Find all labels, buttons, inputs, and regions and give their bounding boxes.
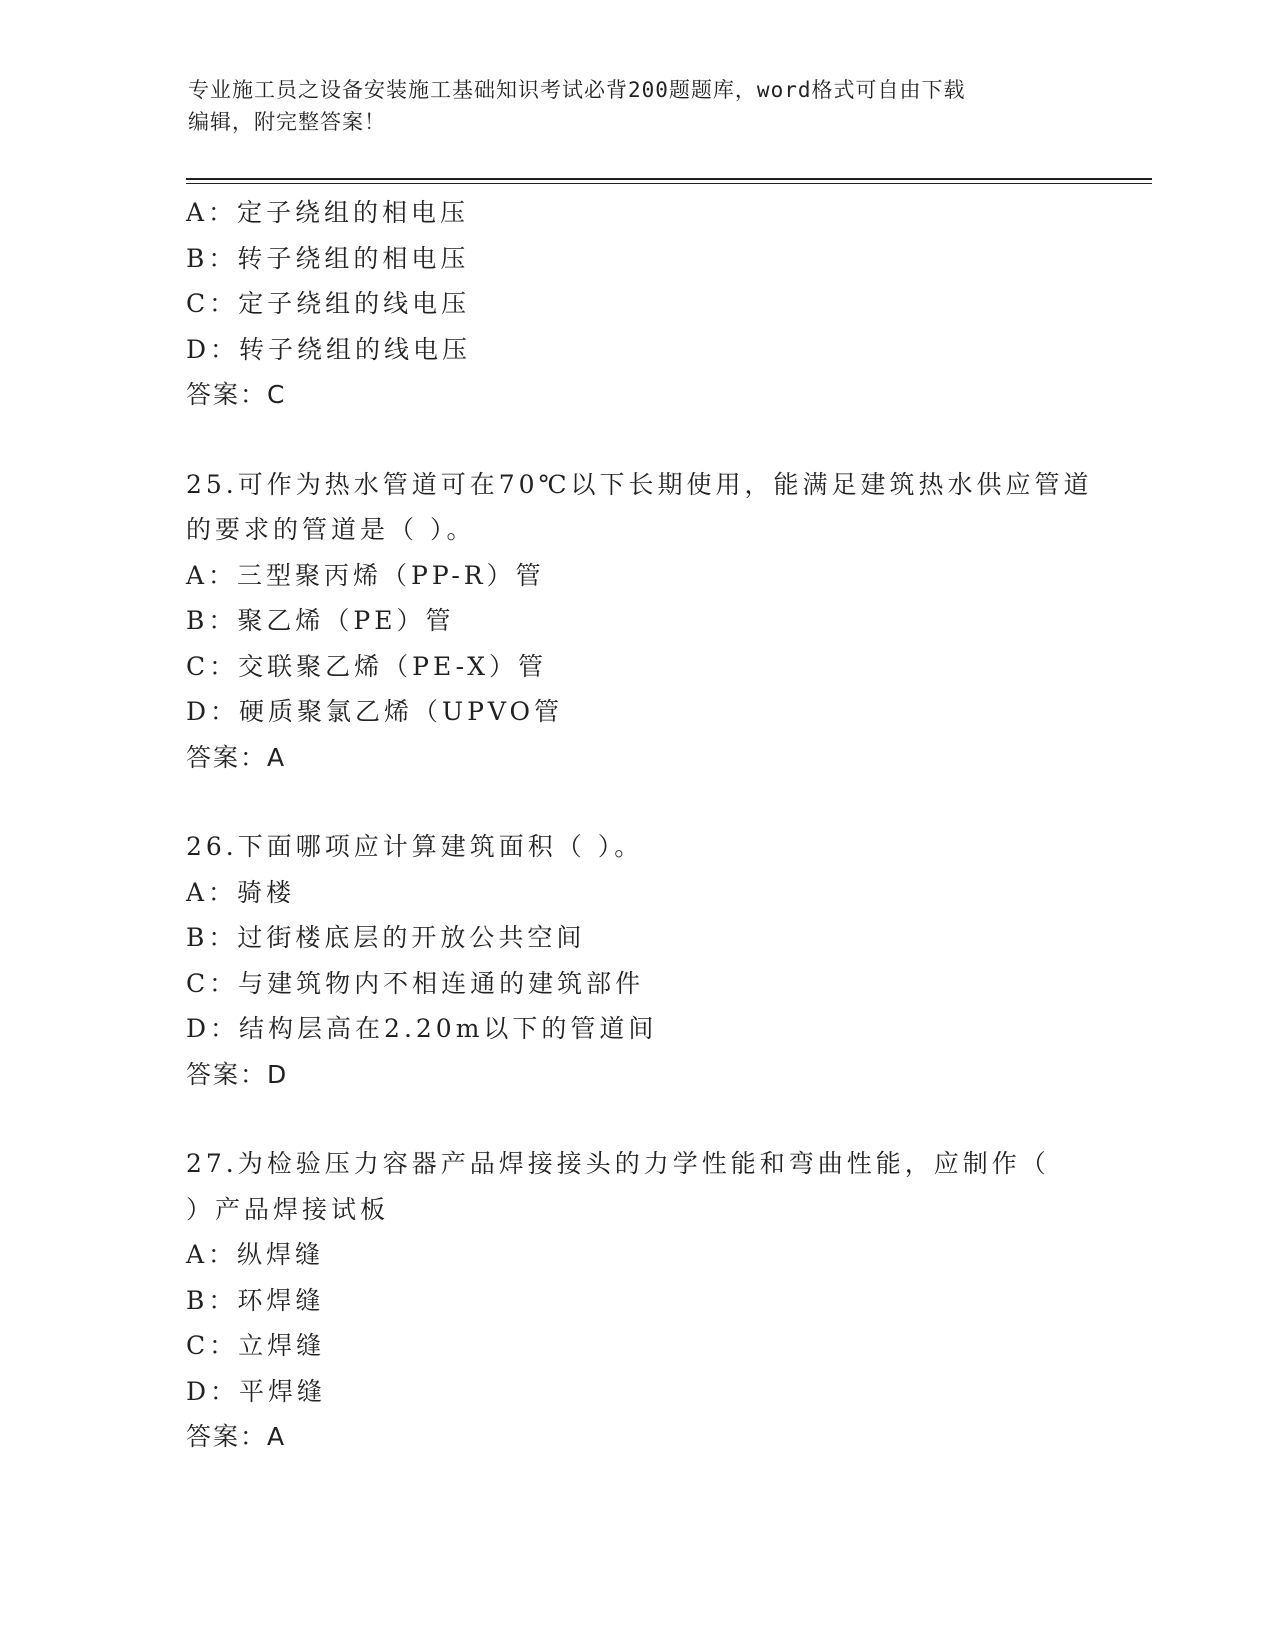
- answer-line: 答案：D: [186, 1059, 289, 1089]
- option-a: A：三型聚丙烯（PP-R）管: [186, 560, 545, 590]
- option-b: B：环焊缝: [186, 1285, 325, 1315]
- header-title-line-1: 专业施工员之设备安装施工基础知识考试必背200题题库，word格式可自由下载: [188, 78, 966, 102]
- option-c: C：定子绕组的线电压: [186, 289, 471, 318]
- option-a: A：纵焊缝: [186, 1240, 325, 1269]
- question-text-line-1: 26.下面哪项应计算建筑面积（ ）。: [186, 832, 644, 861]
- option-b: B：转子绕组的相电压: [186, 243, 470, 273]
- option-c: C：与建筑物内不相连通的建筑部件: [186, 968, 645, 998]
- option-d: D：平焊缝: [186, 1376, 327, 1406]
- option-c: C：交联聚乙烯（PE-X）管: [186, 651, 548, 681]
- header-divider-thin: [186, 183, 1152, 184]
- option-a: A：定子绕组的相电压: [186, 198, 470, 227]
- question-text-line-2: 的要求的管道是（ ）。: [186, 515, 476, 544]
- question-block-24: [186, 190, 1106, 418]
- question-block-25: [186, 462, 1106, 781]
- option-a: A：骑楼: [186, 877, 296, 907]
- header-title-line-2: 编辑，附完整答案！: [188, 110, 386, 134]
- answer-line: 答案：A: [186, 1422, 287, 1451]
- option-b: B：过街楼底层的开放公共空间: [186, 923, 586, 952]
- question-block-27: [186, 1141, 1106, 1460]
- question-text-line-1: 25.可作为热水管道可在70℃以下长期使用，能满足建筑热水供应管道: [186, 469, 1093, 499]
- option-b: B：聚乙烯（PE）管: [186, 606, 455, 635]
- question-text-line-2: ）产品焊接试板: [186, 1194, 390, 1224]
- header-divider-thick: [186, 178, 1152, 180]
- answer-line: 答案：C: [186, 380, 287, 409]
- option-d: D：转子绕组的线电压: [186, 334, 472, 364]
- question-block-26: [186, 824, 1106, 1097]
- question-list: [186, 190, 1106, 1460]
- answer-line: 答案：A: [186, 742, 287, 772]
- option-d: D：结构层高在2.20m以下的管道间: [186, 1014, 658, 1043]
- option-d: D：硬质聚氯乙烯（UPVO管: [186, 697, 564, 726]
- document-header: [188, 74, 1068, 138]
- question-text-line-1: 27.为检验压力容器产品焊接接头的力学性能和弯曲性能，应制作（: [186, 1149, 1050, 1178]
- option-c: C：立焊缝: [186, 1331, 326, 1360]
